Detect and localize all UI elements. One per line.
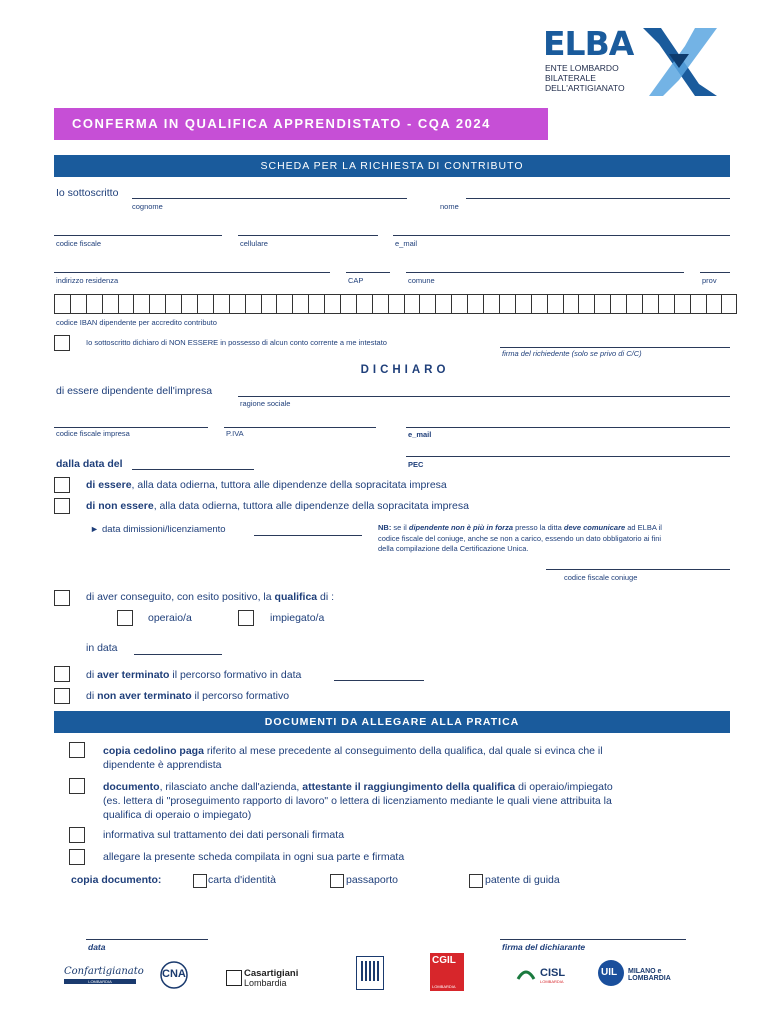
data-label: data (88, 942, 106, 952)
elba-logo-name: ELBA (543, 24, 634, 63)
di-non-essere-label: di non essere, alla data odierna, tuttora alle dipendenze della sopracitata impresa (86, 500, 469, 512)
qualifica-label: di aver conseguito, con esito positivo, la qualifica di : (86, 591, 335, 603)
cisl-logo: CISL LOMBARDIA (516, 965, 580, 987)
page-title: CONFERMA IN QUALIFICA APPRENDISTATO - CQA 2024 (72, 116, 491, 131)
codice-fiscale-label: codice fiscale (56, 239, 102, 248)
carta-identita-label: carta d'identità (208, 874, 276, 886)
dimissioni-label: data dimissioni/licenziamento (102, 524, 226, 535)
indirizzo-field[interactable] (54, 272, 330, 273)
comune-label: comune (408, 276, 435, 285)
terminato-checkbox[interactable] (54, 666, 70, 682)
doc-attestato-checkbox[interactable] (69, 778, 85, 794)
piva-field[interactable] (224, 427, 376, 428)
firma-richiedente-field[interactable] (500, 347, 730, 348)
employer-email-label: e_mail (408, 430, 432, 439)
cellulare-label: cellulare (240, 239, 268, 248)
elba-logo-line2: BILATERALE (545, 73, 596, 83)
doc-cedolino-checkbox[interactable] (69, 742, 85, 758)
carta-identita-checkbox[interactable] (193, 874, 207, 888)
arrow-right-icon: ► (90, 524, 99, 534)
doc-informativa-label: informativa sul trattamento dei dati personali firmata (103, 829, 345, 841)
copia-documento-label: copia documento: (71, 874, 162, 886)
ragione-sociale-field[interactable] (238, 396, 730, 397)
title-bar (54, 108, 548, 140)
pec-label: PEC (408, 460, 424, 469)
doc-cedolino-label: copia cedolino paga riferito al mese precedente al conseguimento della qualifica, dal quale si evinca che il dipendente è apprendista (103, 745, 603, 771)
firma-richiedente-label: firma del richiedente (solo se privo di C/C) (502, 349, 642, 358)
ragione-sociale-label: ragione sociale (240, 399, 291, 408)
doc-scheda-label: allegare la presente scheda compilata in ogni sua parte e firmata (103, 851, 405, 863)
cna-logo: CNA (158, 960, 190, 992)
terminato-data-field[interactable] (334, 680, 424, 681)
data-field[interactable] (86, 939, 208, 940)
confartigianato-logo: Confartigianato LOMBARDIA (64, 966, 144, 984)
codice-fiscale-field[interactable] (54, 235, 222, 236)
prov-label: prov (702, 276, 717, 285)
in-data-label: in data (86, 642, 118, 654)
piva-label: P.IVA (226, 429, 244, 438)
nb-note: NB: se il dipendente non è più in forza presso la ditta deve comunicare ad ELBA il codice fiscale del coniuge, anche se non a carico, essendo un dato obbligatorio ai fini della compilazione della Certificazione Unica. (378, 523, 662, 553)
no-account-checkbox[interactable] (54, 335, 70, 351)
nome-field[interactable] (466, 198, 730, 199)
in-data-field[interactable] (134, 654, 222, 655)
passaporto-label: passaporto (346, 874, 398, 886)
doc-attestato-label: documento, rilasciato anche dall'azienda, attestante il raggiungimento della qualifica di operaio/impiegato (es. lettera di "proseguimento rapporto di lavoro" o lettera di licenziamento mediante le quali viene attribuita la qualifica di operaio o impiegato) (103, 781, 613, 821)
dichiaro-heading: DICHIARO (360, 364, 450, 376)
cellulare-field[interactable] (238, 235, 378, 236)
cf-impresa-field[interactable] (54, 427, 208, 428)
di-essere-label: di essere, alla data odierna, tuttora alle dipendenze della sopracitata impresa (86, 479, 447, 491)
section-band-documenti (54, 711, 730, 733)
no-account-label: Io sottoscritto dichiaro di NON ESSERE in possesso di alcun conto corrente a me intestato (86, 338, 387, 347)
firma-dichiarante-label: firma del dichiarante (502, 942, 586, 952)
employer-intro: di essere dipendente dell'impresa (56, 385, 213, 397)
casartigiani-logo: Casartigiani Lombardia (226, 968, 306, 990)
cap-field[interactable] (346, 272, 390, 273)
doc-informativa-checkbox[interactable] (69, 827, 85, 843)
terminato-label: di aver terminato il percorso formativo in data (86, 669, 302, 681)
elba-logo (543, 22, 723, 102)
dalla-data-field[interactable] (132, 469, 254, 470)
section-title-documenti: DOCUMENTI DA ALLEGARE ALLA PRATICA (264, 716, 520, 728)
cf-coniuge-label: codice fiscale coniuge (564, 573, 638, 582)
section-band-richiesta (54, 155, 730, 177)
dalla-data-label: dalla data del (56, 458, 123, 470)
elba-x-icon (639, 24, 723, 100)
elba-logo-line1: ENTE LOMBARDO (545, 63, 619, 73)
cognome-field[interactable] (132, 198, 407, 199)
uil-logo: UIL MILANO e LOMBARDIA (596, 958, 700, 990)
indirizzo-label: indirizzo residenza (56, 276, 119, 285)
di-non-essere-checkbox[interactable] (54, 498, 70, 514)
regione-emblem-logo (356, 956, 384, 990)
qualifica-checkbox[interactable] (54, 590, 70, 606)
employer-email-field[interactable] (406, 427, 730, 428)
iban-field[interactable] (54, 294, 737, 314)
firma-dichiarante-field[interactable] (500, 939, 686, 940)
non-terminato-checkbox[interactable] (54, 688, 70, 704)
elba-logo-line3: DELL'ARTIGIANATO (545, 83, 625, 93)
dimissioni-field[interactable] (254, 535, 362, 536)
passaporto-checkbox[interactable] (330, 874, 344, 888)
cognome-label: cognome (132, 202, 163, 211)
operaio-label: operaio/a (148, 612, 192, 624)
nome-label: nome (440, 202, 459, 211)
patente-checkbox[interactable] (469, 874, 483, 888)
comune-field[interactable] (406, 272, 684, 273)
cf-impresa-label: codice fiscale impresa (56, 429, 130, 438)
cap-label: CAP (348, 276, 364, 285)
doc-scheda-checkbox[interactable] (69, 849, 85, 865)
prov-field[interactable] (700, 272, 730, 273)
section-title-richiesta: SCHEDA PER LA RICHIESTA DI CONTRIBUTO (260, 160, 524, 172)
patente-label: patente di guida (485, 874, 560, 886)
non-terminato-label: di non aver terminato il percorso formativo (86, 690, 290, 702)
operaio-checkbox[interactable] (117, 610, 133, 626)
pec-field[interactable] (406, 456, 730, 457)
cgil-logo: CGIL LOMBARDIA (430, 953, 464, 991)
cf-coniuge-field[interactable] (546, 569, 730, 570)
email-field[interactable] (393, 235, 730, 236)
email-label: e_mail (395, 239, 418, 248)
intro-label: Io sottoscritto (56, 187, 119, 199)
impiegato-label: impiegato/a (270, 612, 325, 624)
di-essere-checkbox[interactable] (54, 477, 70, 493)
impiegato-checkbox[interactable] (238, 610, 254, 626)
iban-label: codice IBAN dipendente per accredito contributo (56, 318, 217, 327)
